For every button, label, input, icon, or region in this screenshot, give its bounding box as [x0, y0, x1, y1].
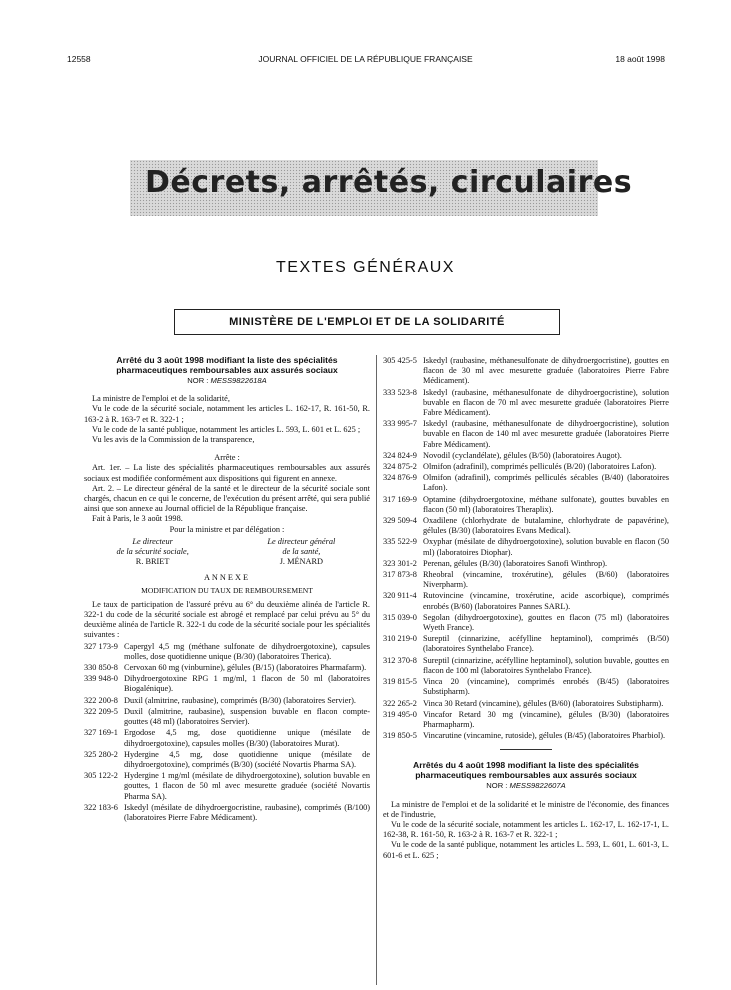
- product-code: 319 495-0: [383, 709, 417, 719]
- product-code: 322 209-5: [84, 706, 118, 716]
- product-code: 312 370-8: [383, 655, 417, 665]
- sig-right-title2: de la santé,: [282, 547, 321, 557]
- list-item: [84, 696, 370, 706]
- product-description: Iskedyl (raubasine, méthanesulfonate de dihydroergocristine), gouttes en flacon de 30 ml avec mesurette graduée (laboratoires Pierre Fabre Médicament).: [423, 356, 669, 386]
- product-description: Optamine (dihydroergotoxine, méthane sulfonate), gouttes buvables en flacon (50 ml) (laboratoires Theraplix).: [423, 494, 669, 514]
- arrete1-vu1: Vu le code de la sécurité sociale, notamment les articles L. 162-17, R. 161-50, R. 163-2 à R. 163-7 et R. 322-1 ;: [84, 404, 370, 424]
- product-description: Duxil (almitrine, raubasine), comprimés (B/30) (laboratoires Servier).: [124, 695, 357, 705]
- product-code: 327 173-9: [84, 641, 118, 651]
- product-description: Duxil (almitrine, raubasine), suspension buvable en flacon compte-gouttes (48 ml) (laboratoires Servier).: [124, 706, 370, 727]
- arrete1-nor: [84, 376, 370, 386]
- list-item: [383, 677, 669, 697]
- product-code: 322 183-6: [84, 802, 118, 812]
- list-item: [383, 495, 669, 515]
- sig-left-title1: Le directeur: [132, 536, 173, 546]
- product-code: 324 876-9: [383, 473, 417, 483]
- column-divider: [376, 355, 377, 985]
- product-code: 305 122-2: [84, 771, 118, 781]
- product-code: 319 850-5: [383, 731, 417, 741]
- ministry-name: MINISTÈRE DE L'EMPLOI ET DE LA SOLIDARITÉ: [229, 316, 505, 328]
- arrete1-nor-code: MESS9822618A: [210, 376, 267, 385]
- product-description: Vinca 20 (vincamine), comprimés enrobés (B/45) (laboratoires Substipharm).: [423, 677, 669, 697]
- list-item: [383, 451, 669, 461]
- product-code: 333 523-8: [383, 387, 417, 397]
- product-description: Olmifon (adrafinil), comprimés pelliculés (B/20) (laboratoires Lafon).: [423, 462, 657, 472]
- product-description: Hydergine 4,5 mg, dose quotidienne unique (mésilate de dihydroergotoxine), comprimés (B/30) (société Novartis Pharma SA).: [124, 749, 370, 769]
- list-item: [84, 707, 370, 727]
- product-code: 320 911-4: [383, 591, 417, 601]
- sig-left-title2: de la sécurité sociale,: [116, 547, 189, 557]
- list-item: [383, 613, 669, 633]
- list-item: [383, 570, 669, 590]
- product-code: 324 824-9: [383, 450, 417, 460]
- product-description: Ergodose 4,5 mg, dose quotidienne unique (mésilate de dihydroergotoxine), capsules molles (B/30) (laboratoires Murat).: [124, 728, 370, 748]
- signatures: [84, 537, 370, 568]
- list-item: [84, 674, 370, 694]
- list-item: [84, 803, 370, 823]
- product-code: 305 425-5: [383, 356, 417, 365]
- list-item: [84, 642, 370, 662]
- product-description: Vincafor Retard 30 mg (vincamine), gélules (B/30) (laboratoires Pharmapharm).: [423, 709, 669, 729]
- arrete1-vu2: Vu le code de la santé publique, notamment les articles L. 593, L. 601 et L. 625 ;: [92, 424, 361, 434]
- product-description: Iskedyl (raubasine, méthanesulfonate de dihydroergocristine), solution buvable en flacon de 140 ml avec mesurette graduée (laboratoires Pierre Fabre Médicament).: [423, 419, 669, 449]
- product-description: Sureptil (cinnarizine, acéfylline heptaminol), comprimés (B/50) (laboratoires Synthelabo France).: [423, 634, 669, 654]
- list-item: [383, 591, 669, 611]
- list-item: [383, 419, 669, 450]
- left-column: [84, 355, 370, 824]
- arrete1-title: Arrêté du 3 août 1998 modifiant la liste des spécialités pharmaceutiques remboursables aux assurés sociaux: [116, 355, 338, 375]
- arrete1-arrete: Arrête :: [214, 453, 240, 463]
- product-code: 329 509-4: [383, 516, 417, 526]
- arrete1-art1: Art. 1er. – La liste des spécialités pharmaceutiques remboursables aux assurés sociaux est modifiée conformément aux dispositions qui figurent en annexe.: [84, 463, 370, 483]
- product-code: 322 200-8: [84, 695, 118, 705]
- product-list-left: [84, 642, 370, 823]
- product-code: 330 850-8: [84, 663, 118, 673]
- product-code: 327 169-1: [84, 728, 118, 738]
- product-code: 339 948-0: [84, 674, 118, 684]
- product-description: Hydergine 1 mg/ml (mésilate de dihydroergotoxine), solution buvable en gouttes, 1 flacon de 50 ml avec mesurette graduée (société Novartis Pharma SA).: [124, 771, 370, 801]
- section-title: Décrets, arrêtés, circulaires: [145, 165, 633, 200]
- signature-left: [84, 537, 221, 568]
- product-description: Vincarutine (vincamine, rutoside), gélules (B/45) (laboratoires Pharbiol).: [423, 731, 666, 741]
- product-description: Oxadilene (chlorhydrate de butalamine, chlorhydrate de papavérine), gélules (B/30) (laboratoires Evans Medical).: [423, 516, 669, 536]
- product-code: 315 039-0: [383, 612, 417, 622]
- ministry-box: [174, 309, 560, 335]
- list-item: [383, 356, 669, 387]
- product-code: 322 265-2: [383, 698, 417, 708]
- arrete2-vu2: Vu le code de la santé publique, notamment les articles L. 593, L. 601, L. 601-3, L. 601-6 et L. 625 ;: [383, 840, 669, 860]
- list-item: [84, 771, 370, 802]
- product-description: Novodil (cyclandélate), gélules (B/50) (laboratoires Augot).: [423, 450, 622, 460]
- product-description: Rutovincine (vincamine, troxérutine, acide ascorbique), comprimés enrobés (B/60) (laboratoires Pannes SARL).: [423, 591, 669, 611]
- right-column: [383, 355, 669, 861]
- arrete2-vu1: Vu le code de la sécurité sociale, notamment les articles L. 162-17, L. 162-17-1, L. 162-38, R. 161-50, R. 163-2 à R. 163-7 et R. 322-1 ;: [383, 819, 669, 840]
- signature-right: [233, 537, 370, 568]
- modification-heading: MODIFICATION DU TAUX DE REMBOURSEMENT: [141, 585, 313, 595]
- arrete2-intro: La ministre de l'emploi et de la solidarité et le ministre de l'économie, des finances et de l'industrie,: [383, 799, 669, 819]
- product-code: 317 169-9: [383, 494, 417, 504]
- product-code: 319 815-5: [383, 677, 417, 687]
- product-description: Dihydroergotoxine RPG 1 mg/ml, 1 flacon de 50 ml (laboratoires Biogalénique).: [124, 674, 370, 694]
- arrete2-nor: [383, 781, 669, 791]
- arrete1-fait: Fait à Paris, le 3 août 1998.: [92, 514, 183, 524]
- product-description: Iskedyl (raubasine, méthanesulfonate de dihydroergocristine), solution buvable en flacon de 70 ml avec mesurette graduée (laboratoires Pierre Fabre Médicament).: [423, 387, 669, 418]
- product-code: 333 995-7: [383, 419, 417, 429]
- list-item: [383, 473, 669, 493]
- list-item: [383, 656, 669, 676]
- page-number: 12558: [67, 54, 91, 64]
- arrete2-title: Arrêtés du 4 août 1998 modifiant la liste des spécialités pharmaceutiques remboursables aux assurés sociaux: [413, 760, 639, 781]
- list-item: [84, 663, 370, 673]
- list-item: [383, 537, 669, 557]
- arrete1-nor-label: NOR :: [187, 376, 209, 385]
- issue-date: 18 août 1998: [615, 54, 665, 64]
- product-code: 317 873-8: [383, 570, 417, 580]
- product-code: 325 280-2: [84, 749, 118, 759]
- arrete1-art2: Art. 2. – Le directeur général de la santé et le directeur de la sécurité sociale sont chargés, chacun en ce qui le concerne, de l'exécution du présent arrêté, qui sera publié ainsi que son annexe au Journal officiel de la République française.: [84, 483, 370, 514]
- product-description: Oxyphar (mésilate de dihydroergotoxine), solution buvable en flacon (50 ml) (laboratoires Diophar).: [423, 537, 669, 557]
- list-item: [383, 462, 669, 472]
- product-description: Sureptil (cinnarizine, acéfylline heptaminol), solution buvable, gouttes en flacon de 100 ml (laboratoires Synthelabo France).: [423, 655, 669, 675]
- product-description: Cervoxan 60 mg (vinburnine), gélules (B/15) (laboratoires Pharmafarm).: [124, 663, 367, 673]
- product-list-right: [383, 356, 669, 741]
- arrete2-nor-code: MESS9822607A: [509, 781, 566, 791]
- arrete1-vu3: Vu les avis de la Commission de la transparence,: [92, 435, 255, 445]
- product-code: 323 301-2: [383, 558, 417, 568]
- list-item: [383, 559, 669, 569]
- product-description: Iskedyl (mésilate de dihydroergocristine, raubasine), comprimés (B/100) (laboratoires Pierre Fabre Médicament).: [124, 802, 370, 822]
- product-description: Perenan, gélules (B/30) (laboratoires Sanofi Winthrop).: [423, 558, 608, 568]
- list-item: [383, 710, 669, 730]
- product-description: Olmifon (adrafinil), comprimés pelliculés sécables (B/40) (laboratoires Lafon).: [423, 473, 669, 493]
- arrete1-pour: Pour la ministre et par délégation :: [169, 524, 285, 534]
- sig-right-title1: Le directeur général: [267, 536, 336, 546]
- list-item: [383, 699, 669, 709]
- sig-left-name: R. BRIET: [135, 557, 170, 567]
- sig-right-name: J. MÉNARD: [279, 557, 324, 567]
- list-item: [383, 634, 669, 654]
- list-item: [383, 516, 669, 536]
- arrete1-intro: La ministre de l'emploi et de la solidarité,: [92, 394, 230, 404]
- taux-paragraph: Le taux de participation de l'assuré prévu au 6° du deuxième alinéa de l'article R. 322-1 du code de la sécurité sociale est abrogé et remplacé par celui prévu au 5° du deuxième alinéa de l'article R. 322-1 du code de la sécurité sociale pour les spécialités suivantes :: [84, 599, 371, 640]
- arrete2-nor-label: NOR :: [486, 781, 508, 791]
- product-code: 335 522-9: [383, 537, 417, 547]
- product-code: 310 219-0: [383, 634, 417, 644]
- product-description: Capergyl 4,5 mg (méthane sulfonate de dihydroergotoxine), capsules molles, dose quotidienne unique (B/30) (laboratoires Therica).: [124, 641, 370, 661]
- section-rule: [500, 749, 552, 750]
- list-item: [84, 728, 370, 748]
- annexe-heading: ANNEXE: [203, 573, 251, 583]
- list-item: [383, 731, 669, 741]
- product-description: Vinca 30 Retard (vincamine), gélules (B/60) (laboratoires Substipharm).: [423, 698, 664, 708]
- product-description: Segolan (dihydroergotoxine), gouttes en flacon (75 ml) (laboratoires Wyeth France).: [423, 612, 669, 633]
- subsection-title: TEXTES GÉNÉRAUX: [276, 259, 455, 276]
- journal-title: JOURNAL OFFICIEL DE LA RÉPUBLIQUE FRANÇAISE: [258, 54, 473, 64]
- product-description: Rheobral (vincamine, troxérutine), gélules (B/60) (laboratoires Niverpharm).: [423, 570, 669, 590]
- list-item: [84, 750, 370, 770]
- list-item: [383, 388, 669, 419]
- product-code: 324 875-2: [383, 462, 417, 472]
